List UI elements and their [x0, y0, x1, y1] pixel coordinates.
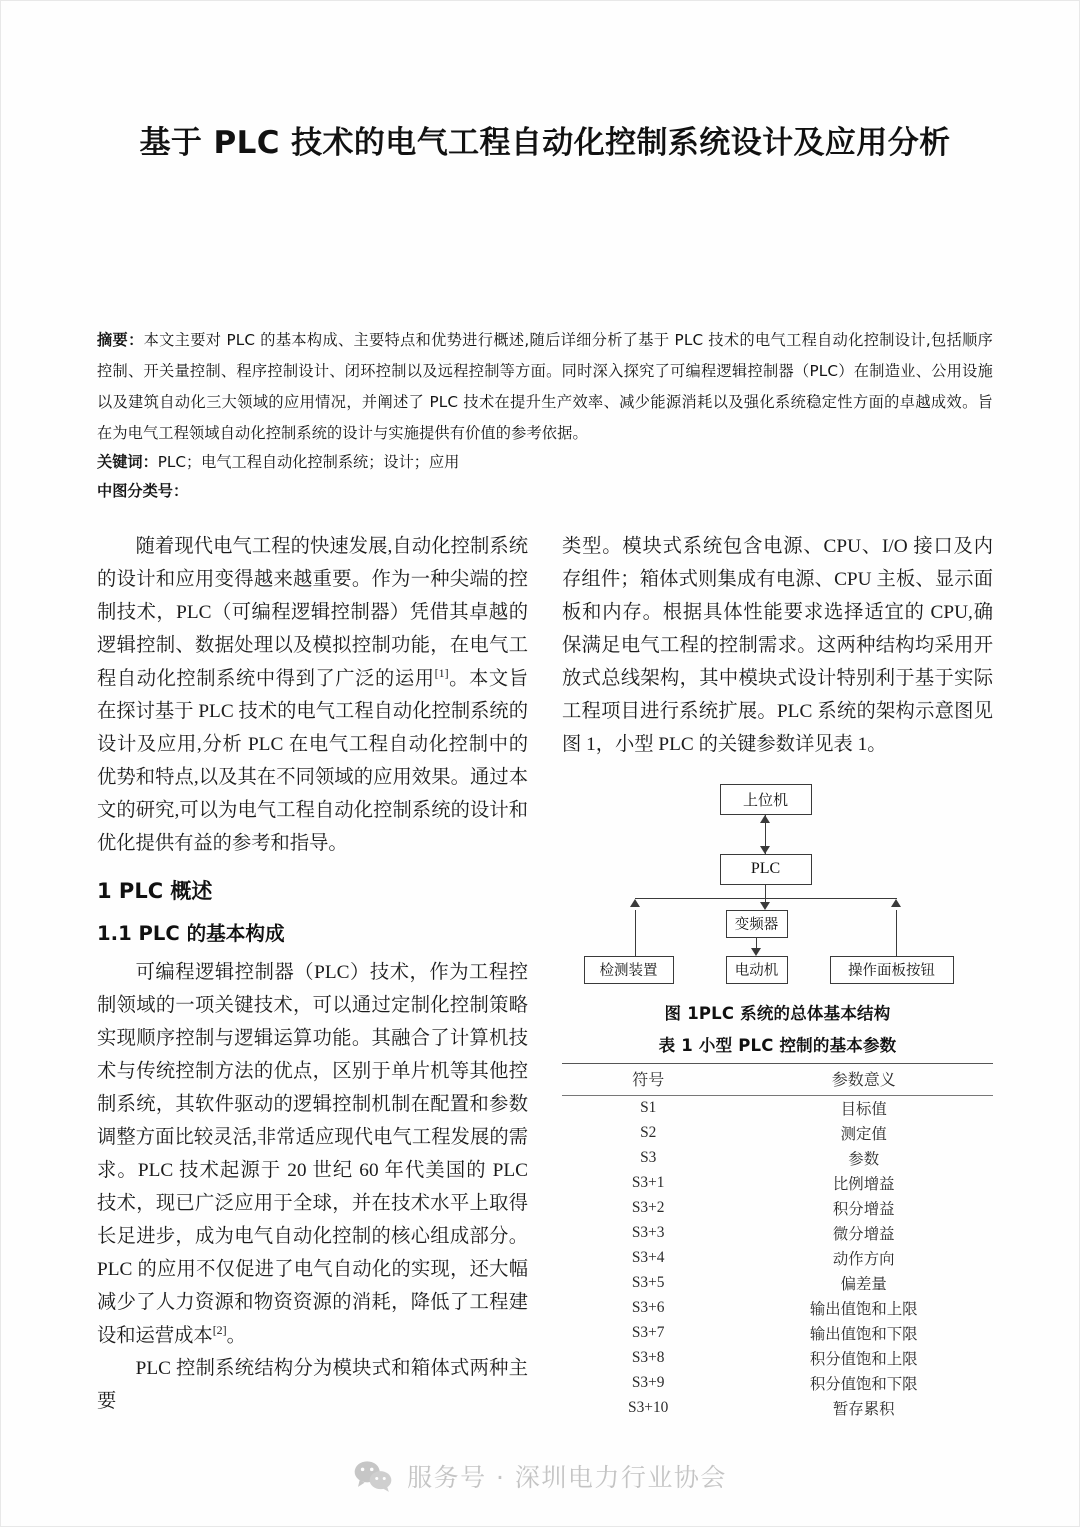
- diagram-node-vfd: 变频器: [726, 910, 788, 938]
- clc-line: [97, 477, 993, 505]
- cell-symbol: S3+1: [631, 1174, 665, 1192]
- footer-watermark: [1, 1458, 1079, 1494]
- cell-symbol: S3+3: [631, 1224, 665, 1242]
- diagram-node-motor: 电动机: [726, 956, 788, 984]
- table-header-meaning: 参数意义: [734, 1063, 993, 1095]
- table-row: [562, 1346, 993, 1371]
- arrowhead-to-host: [760, 815, 770, 823]
- cell-symbol: S2: [640, 1124, 657, 1142]
- paragraph-intro-cont: 。本文旨在探讨基于 PLC 技术的电气工程自动化控制系统的设计及应用,分析 PLC 在电气工程自动化控制中的优势和特点,以及其在不同领域的应用效果。通过本文的研究,可以为电气工程自动化控制系统的设计和优化提供有益的参考和指导。: [97, 668, 528, 854]
- table-header-row: [562, 1063, 993, 1095]
- cell-symbol: S3+9: [631, 1374, 665, 1392]
- table-row: [562, 1271, 993, 1296]
- figure-1: [562, 780, 993, 996]
- page-content: [97, 1, 993, 1421]
- table-row: [562, 1095, 993, 1121]
- cell-symbol: S3: [640, 1149, 657, 1167]
- diagram-node-host: 上位机: [720, 784, 812, 815]
- table-row: [562, 1121, 993, 1146]
- table-row: [562, 1371, 993, 1396]
- section-heading-1-1: [97, 920, 528, 948]
- arrowhead-to-motor: [751, 948, 761, 956]
- clc-label: 中图分类号：: [97, 481, 189, 500]
- citation-ref-2: [2]: [212, 1322, 227, 1337]
- keywords-value: PLC；电气工程自动化控制系统；设计；应用: [157, 453, 460, 472]
- section-heading-1-label: 1 PLC 概述: [97, 878, 213, 903]
- section-heading-1-1-label: 1.1 PLC 的基本构成: [97, 922, 285, 946]
- cell-meaning: 输出值饱和下限: [809, 1326, 918, 1344]
- abstract-section: [97, 325, 993, 448]
- cell-symbol: S3+10: [628, 1399, 669, 1417]
- cell-symbol: S3+7: [631, 1324, 665, 1342]
- table-row: [562, 1221, 993, 1246]
- diagram-node-panel: 操作面板按钮: [830, 956, 954, 984]
- arrowhead-to-plc: [760, 846, 770, 854]
- table-header-symbol: 符号: [562, 1063, 734, 1095]
- parameters-table: [562, 1063, 993, 1421]
- cell-meaning: 偏差量: [840, 1276, 887, 1294]
- paragraph-structure-cont: 类型。模块式系统包含电源、CPU、I/O 接口及内存组件；箱体式则集成有电源、CPU 主板、显示面板和内存。根据具体性能要求选择适宜的 CPU,确保满足电气工程的控制需求。这两种结构均采用开放式总线架构，其中模块式设计特别利于基于实际工程项目进行系统扩展。PLC 系统的架构示意图见图 1，小型 PLC 的关键参数详见表 1。: [562, 535, 993, 755]
- left-column: [97, 531, 528, 1421]
- cell-symbol: S3+5: [631, 1274, 665, 1292]
- plc-block-diagram: [578, 780, 978, 996]
- cell-symbol: S3+4: [631, 1249, 665, 1267]
- paragraph-plc-basics-cont: 。: [226, 1325, 246, 1347]
- edge-plc-bus: [765, 885, 766, 899]
- paragraph-structure-types: PLC 控制系统结构分为模块式和箱体式两种主要: [97, 1358, 528, 1412]
- abstract-label: 摘要：: [97, 331, 144, 350]
- cell-meaning: 动作方向: [832, 1251, 895, 1269]
- cell-symbol: S3+8: [631, 1349, 665, 1367]
- citation-ref-1: [1]: [434, 665, 449, 680]
- cell-meaning: 比例增益: [832, 1176, 895, 1194]
- cell-meaning: 微分增益: [832, 1226, 895, 1244]
- cell-symbol: S3+2: [631, 1199, 665, 1217]
- cell-meaning: 积分值饱和上限: [809, 1351, 918, 1369]
- edge-panel-bus: [896, 910, 897, 956]
- table-row: [562, 1296, 993, 1321]
- cell-meaning: 积分增益: [832, 1201, 895, 1219]
- paragraph-plc-basics-text: 可编程逻辑控制器（PLC）技术，作为工程控制领域的一项关键技术，可以通过定制化控制策略实现顺序控制与逻辑运算功能。其融合了计算机技术与传统控制方法的优点，区别于单片机等其他控制系统，其软件驱动的逻辑控制机制在配置和参数调整方面比较灵活,非常适应现代电气工程发展的需求。PLC 技术起源于 20 世纪 60 年代美国的 PLC 技术，现已广泛应用于全球，并在技术水平上取得长足进步，成为电气自动化控制的核心组成部分。PLC 的应用不仅促进了电气自动化的实现，还大幅减少了人力资源和物资资源的消耗，降低了工程建设和运营成本: [97, 961, 528, 1347]
- paragraph-intro: [97, 531, 528, 861]
- table-caption: 表 1 小型 PLC 控制的基本参数: [658, 1035, 897, 1055]
- wechat-icon: [353, 1459, 393, 1493]
- table-row: [562, 1321, 993, 1346]
- keywords-line: [97, 448, 993, 476]
- paragraph-plc-basics: [97, 957, 528, 1353]
- arrowhead-to-vfd: [760, 902, 770, 910]
- cell-meaning: 积分值饱和下限: [809, 1376, 918, 1394]
- cell-meaning: 测定值: [840, 1126, 887, 1144]
- arrowhead-panel-bus: [891, 899, 901, 907]
- abstract-text: 本文主要对 PLC 的基本构成、主要特点和优势进行概述,随后详细分析了基于 PLC 技术的电气工程自动化控制设计,包括顺序控制、开关量控制、程序控制设计、闭环控制以及远程控制等方面。同时深入探究了可编程逻辑控制器（PLC）在制造业、公用设施以及建筑自动化三大领域的应用情况，并阐述了 PLC 技术在提升生产效率、减少能源消耗以及强化系统稳定性方面的卓越成效。旨在为电气工程领域自动化控制系统的设计与实施提供有价值的参考依据。: [97, 331, 993, 442]
- section-heading-1: [97, 877, 528, 906]
- cell-meaning: 暂存累积: [832, 1401, 895, 1419]
- footer-text: 服务号 · 深圳电力行业协会: [407, 1463, 727, 1492]
- table-row: [562, 1396, 993, 1421]
- cell-meaning: 输出值饱和上限: [809, 1301, 918, 1319]
- cell-meaning: 目标值: [840, 1101, 887, 1119]
- cell-meaning: 参数: [848, 1151, 880, 1169]
- table-row: [562, 1196, 993, 1221]
- right-column: [562, 531, 993, 1421]
- diagram-node-plc: PLC: [720, 854, 812, 885]
- arrowhead-detector-bus: [630, 899, 640, 907]
- cell-symbol: S1: [640, 1099, 657, 1117]
- table-body: [562, 1095, 993, 1421]
- page-title: 基于 PLC 技术的电气工程自动化控制系统设计及应用分析: [139, 125, 951, 161]
- table-row: [562, 1246, 993, 1271]
- cell-symbol: S3+6: [631, 1299, 665, 1317]
- paragraph-intro-text: 随着现代电气工程的快速发展,自动化控制系统的设计和应用变得越来越重要。作为一种尖端的控制技术，PLC（可编程逻辑控制器）凭借其卓越的逻辑控制、数据处理以及模拟控制功能，在电气工程自动化控制系统中得到了广泛的运用: [97, 535, 528, 690]
- figure-caption: 图 1PLC 系统的总体基本结构: [664, 1003, 891, 1023]
- table-row: [562, 1171, 993, 1196]
- two-column-body: [97, 531, 993, 1421]
- edge-detector-bus: [635, 910, 636, 956]
- diagram-node-detector: 检测装置: [584, 956, 674, 984]
- keywords-label: 关键词：: [97, 453, 158, 472]
- table-row: [562, 1146, 993, 1171]
